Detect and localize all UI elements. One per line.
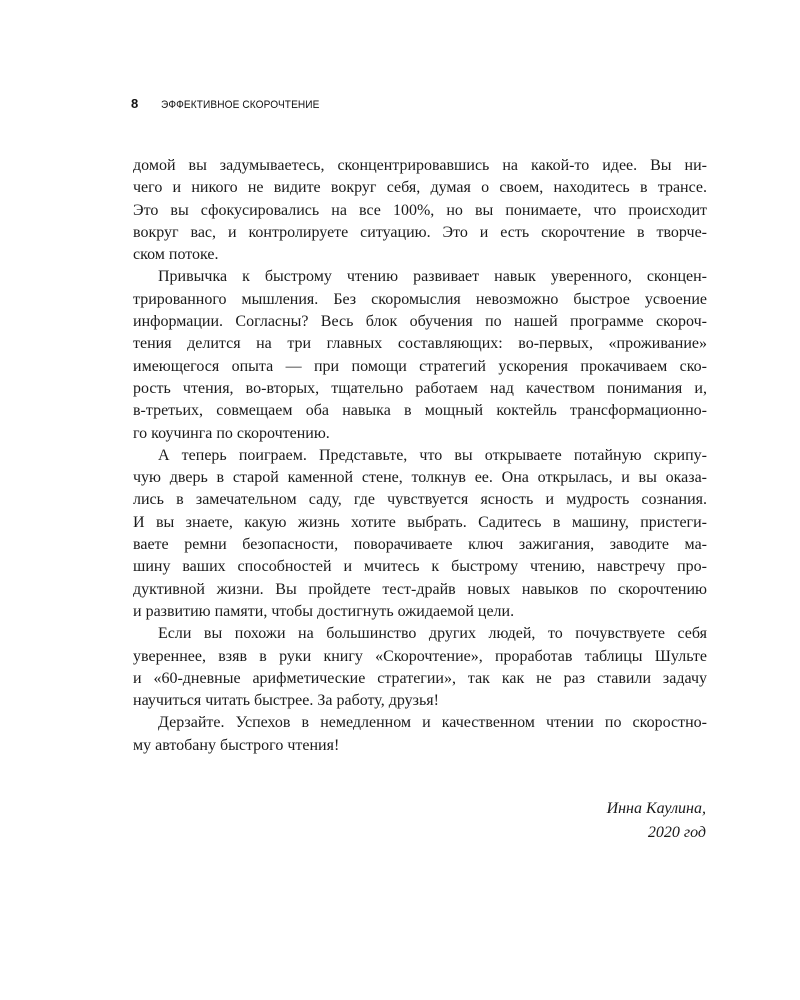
text-line: и «60-дневные арифметические стратегии», так как не раз ставили задачу <box>133 669 707 687</box>
text-line: чую дверь в старой каменной стене, толкнув ее. Она открылась, и вы оказа- <box>133 469 707 487</box>
text-line: чего и никого не видите вокруг себя, думая о своем, находитесь в трансе. <box>133 179 707 197</box>
text-line: имеющегося опыта — при помощи стратегий ускорения прокачиваем ско- <box>133 357 707 375</box>
signature <box>607 797 706 845</box>
text-line: лись в замечательном саду, где чувствуется ясность и мудрость сознания. <box>133 491 707 509</box>
text-line: тения делится на три главных составляющих: во-первых, «проживание» <box>133 335 707 353</box>
book-title: ЭФФЕКТИВНОЕ СКОРОЧТЕНИЕ <box>161 99 320 111</box>
paragraph <box>133 623 707 712</box>
text-line: шину ваших способностей и мчитесь к быстрому чтению, навстречу про- <box>133 558 707 576</box>
text-line: ском потоке. <box>133 246 219 264</box>
text-line: дуктивной жизни. Вы пройдете тест-драйв новых навыков по скорочтению <box>133 580 707 598</box>
text-line: трированного мышления. Без скоромыслия невозможно быстрое усвоение <box>133 290 707 308</box>
paragraph <box>133 712 707 757</box>
text-line: научиться читать быстрее. За работу, друзья! <box>133 692 439 710</box>
text-line: му автобану быстрого чтения! <box>133 736 340 754</box>
paragraph <box>133 266 707 444</box>
body-text <box>133 155 707 757</box>
text-line: вокруг вас, и контролируете ситуацию. Это и есть скорочтение в творче- <box>133 223 707 241</box>
text-line: увереннее, взяв в руки книгу «Скорочтение», проработав таблицы Шульте <box>133 647 707 665</box>
text-line: ваете ремни безопасности, поворачиваете ключ зажигания, заводите ма- <box>133 536 707 554</box>
text-line: в-третьих, совмещаем оба навыка в мощный коктейль трансформационно- <box>133 402 707 420</box>
text-line: Это вы сфокусировались на все 100%, но вы понимаете, что происходит <box>133 201 707 219</box>
paragraph <box>133 445 707 623</box>
text-line: го коучинга по скорочтению. <box>133 424 330 442</box>
signature-year: 2020 год <box>647 824 706 841</box>
running-head <box>131 96 333 111</box>
signature-author: Инна Каулина, <box>606 800 706 817</box>
text-line: рость чтения, во-вторых, тщательно работаем над качеством понимания и, <box>133 379 707 397</box>
paragraph <box>133 155 707 266</box>
text-line: и развитию памяти, чтобы достигнуть ожидаемой цели. <box>133 602 515 620</box>
text-line: Дерзайте. Успехов в немедленном и качественном чтении по скоростно- <box>158 714 707 732</box>
text-line: информации. Согласны? Весь блок обучения по нашей программе скороч- <box>133 313 707 331</box>
text-line: домой вы задумываетесь, сконцентрировавшись на какой-то идее. Вы ни- <box>133 157 707 174</box>
text-line: И вы знаете, какую жизнь хотите выбрать. Садитесь в машину, пристеги- <box>133 513 707 531</box>
page-number: 8 <box>131 96 139 111</box>
text-line: А теперь поиграем. Представьте, что вы открываете потайную скрипу- <box>158 446 707 464</box>
text-line: Привычка к быстрому чтению развивает навык уверенного, сконцен- <box>158 268 707 286</box>
text-line: Если вы похожи на большинство других людей, то почувствуете себя <box>158 625 707 643</box>
